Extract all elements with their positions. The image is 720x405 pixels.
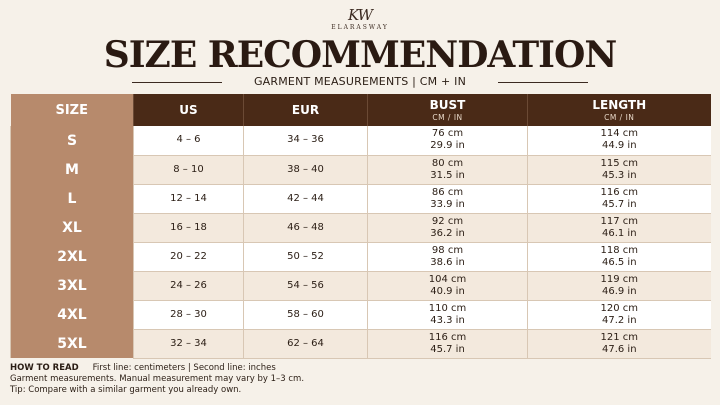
header-us: US — [134, 94, 244, 126]
us-cell: 24 – 26 — [134, 271, 244, 300]
bust-cell — [368, 329, 528, 358]
length-in: 46.5 in — [601, 256, 637, 268]
table-row — [11, 126, 711, 155]
bust-cm: 92 cm — [431, 215, 464, 227]
bust-cm: 86 cm — [431, 186, 464, 198]
bust-in: 29.9 in — [430, 140, 465, 152]
us-cell: 28 – 30 — [134, 300, 244, 329]
table-row — [11, 300, 711, 329]
eur-cell: 54 – 56 — [244, 271, 368, 300]
bust-cm: 80 cm — [431, 157, 464, 169]
bust-cell — [368, 155, 528, 184]
table-row — [11, 213, 711, 242]
size-cell: M — [11, 155, 134, 184]
bust-in: 40.9 in — [430, 285, 465, 297]
bust-cm: 116 cm — [428, 331, 467, 343]
subtitle-row — [132, 74, 588, 90]
eur-cell: 62 – 64 — [244, 329, 368, 358]
table-row — [11, 155, 711, 184]
first-line-note: First line: centimeters — [92, 363, 186, 373]
bust-cm: 110 cm — [428, 302, 467, 314]
length-cm: 114 cm — [600, 128, 638, 140]
length-in: 44.9 in — [601, 140, 637, 152]
length-cm: 121 cm — [600, 331, 638, 343]
length-in: 46.1 in — [601, 227, 637, 239]
bust-in: 45.7 in — [430, 343, 465, 355]
subtitle-divider-right — [498, 82, 588, 83]
bust-cell — [368, 300, 528, 329]
length-cell — [528, 184, 711, 213]
table-row — [11, 184, 711, 213]
length-cell — [528, 242, 711, 271]
eur-cell: 38 – 40 — [244, 155, 368, 184]
eur-cell: 46 – 48 — [244, 213, 368, 242]
us-cell: 8 – 10 — [134, 155, 244, 184]
second-line-note: Second line: inches — [193, 363, 276, 373]
bust-in: 33.9 in — [430, 198, 465, 210]
how-to-read-line — [10, 363, 710, 374]
brand-name: ELARASWAY — [331, 24, 389, 31]
size-cell: 3XL — [11, 271, 134, 300]
length-cm: 120 cm — [600, 302, 638, 314]
bust-in: 38.6 in — [430, 256, 465, 268]
length-cell — [528, 329, 711, 358]
length-cm: 119 cm — [600, 273, 638, 285]
us-cell: 4 – 6 — [134, 126, 244, 155]
notes-section — [10, 363, 710, 396]
bust-cell — [368, 126, 528, 155]
us-cell: 20 – 22 — [134, 242, 244, 271]
length-in: 47.6 in — [601, 343, 637, 355]
header-bust-label: BUST — [429, 98, 466, 112]
table-row — [11, 242, 711, 271]
length-in: 47.2 in — [601, 314, 637, 326]
size-table — [10, 94, 711, 359]
length-cm: 116 cm — [600, 186, 638, 198]
header-eur: EUR — [244, 94, 368, 126]
size-cell: L — [11, 184, 134, 213]
us-cell: 12 – 14 — [134, 184, 244, 213]
length-in: 46.9 in — [601, 285, 637, 297]
size-cell: 4XL — [11, 300, 134, 329]
table-row — [11, 329, 711, 358]
bust-cell — [368, 213, 528, 242]
size-cell: S — [11, 126, 134, 155]
bust-cell — [368, 184, 528, 213]
bust-in: 36.2 in — [430, 227, 465, 239]
header-bust-unit: CM / IN — [432, 113, 463, 122]
size-cell: 5XL — [11, 329, 134, 358]
length-cell — [528, 126, 711, 155]
bust-in: 43.3 in — [430, 314, 465, 326]
length-in: 45.7 in — [601, 198, 637, 210]
bust-cm: 104 cm — [428, 273, 467, 285]
length-cm: 117 cm — [600, 215, 638, 227]
eur-cell: 34 – 36 — [244, 126, 368, 155]
bust-cm: 98 cm — [431, 244, 464, 256]
disclaimer-note: Garment measurements. Manual measurement may vary by 1–3 cm. — [10, 374, 305, 384]
length-in: 45.3 in — [601, 169, 637, 181]
header-bust — [368, 94, 528, 126]
eur-cell: 50 – 52 — [244, 242, 368, 271]
us-cell: 32 – 34 — [134, 329, 244, 358]
bust-cm: 76 cm — [431, 128, 464, 140]
bust-cell — [368, 271, 528, 300]
tip-note: Tip: Compare with a similar garment you already own. — [10, 385, 242, 395]
size-cell: 2XL — [11, 242, 134, 271]
how-to-read-label: HOW TO READ — [10, 363, 79, 373]
page-title: SIZE RECOMMENDATION — [103, 34, 617, 76]
length-cell — [528, 300, 711, 329]
page-subtitle: GARMENT MEASUREMENTS | CM + IN — [253, 75, 467, 88]
eur-cell: 58 – 60 — [244, 300, 368, 329]
header-size: SIZE — [11, 94, 134, 126]
table-header-row — [11, 94, 711, 126]
length-cm: 115 cm — [600, 157, 638, 169]
us-cell: 16 – 18 — [134, 213, 244, 242]
header-length-label: LENGTH — [592, 98, 647, 112]
length-cell — [528, 213, 711, 242]
table-row — [11, 271, 711, 300]
length-cm: 118 cm — [600, 244, 638, 256]
header-length — [528, 94, 711, 126]
bust-cell — [368, 242, 528, 271]
logo-monogram: KW — [347, 6, 373, 24]
brand-logo — [0, 6, 720, 32]
length-cell — [528, 271, 711, 300]
notes-separator: | — [187, 363, 191, 373]
header-length-unit: CM / IN — [604, 113, 635, 122]
bust-in: 31.5 in — [430, 169, 465, 181]
length-cell — [528, 155, 711, 184]
eur-cell: 42 – 44 — [244, 184, 368, 213]
size-cell: XL — [11, 213, 134, 242]
